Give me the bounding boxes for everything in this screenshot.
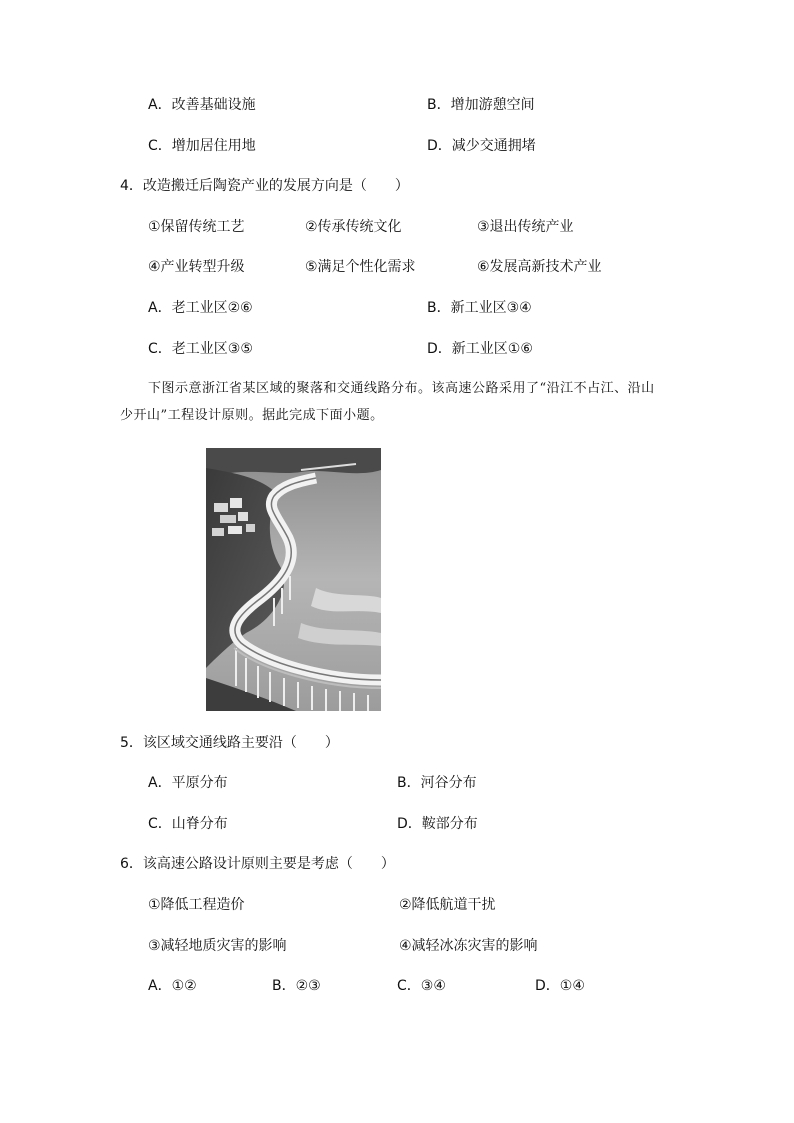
q5-stem: 5．该区域交通线路主要沿（ ） [120,735,339,751]
q6-item-1: ①降低工程造价 [148,897,245,913]
q6-option-b: B．②③ [272,978,321,994]
q4-item-1: ①保留传统工艺 [148,219,245,235]
q4-option-b: B．新工业区③④ [427,300,532,316]
q4-option-d: D．新工业区①⑥ [427,341,533,357]
q4-stem: 4．改造搬迁后陶瓷产业的发展方向是（ ） [120,178,409,194]
highway-along-river-photo [206,448,381,711]
q3-option-b: B．增加游憩空间 [427,97,535,113]
q3-option-d: D．减少交通拥堵 [427,138,536,154]
q4-item-6: ⑥发展高新技术产业 [477,259,602,275]
q5-option-a: A．平原分布 [148,775,228,791]
q4-item-2: ②传承传统文化 [305,219,402,235]
q6-stem: 6．该高速公路设计原则主要是考虑（ ） [120,856,395,872]
passage-line-1: 下图示意浙江省某区域的聚落和交通线路分布。该高速公路采用了“沿江不占江、沿山 [148,381,655,396]
q6-item-2: ②降低航道干扰 [399,897,496,913]
q6-option-a: A．①② [148,978,197,994]
q4-option-a: A．老工业区②⑥ [148,300,253,316]
q4-item-5: ⑤满足个性化需求 [305,259,416,275]
q3-option-c: C．增加居住用地 [148,138,256,154]
q6-item-3: ③减轻地质灾害的影响 [148,938,287,954]
q6-option-d: D．①④ [535,978,585,994]
q4-item-4: ④产业转型升级 [148,259,245,275]
q5-option-c: C．山脊分布 [148,816,228,832]
q5-option-b: B．河谷分布 [397,775,477,791]
q4-option-c: C．老工业区③⑤ [148,341,253,357]
q6-option-c: C．③④ [397,978,446,994]
q6-item-4: ④减轻冰冻灾害的影响 [399,938,538,954]
q4-item-3: ③退出传统产业 [477,219,574,235]
passage-line-2: 少开山”工程设计原则。据此完成下面小题。 [120,408,384,423]
q5-option-d: D．鞍部分布 [397,816,478,832]
q3-option-a: A．改善基础设施 [148,97,256,113]
